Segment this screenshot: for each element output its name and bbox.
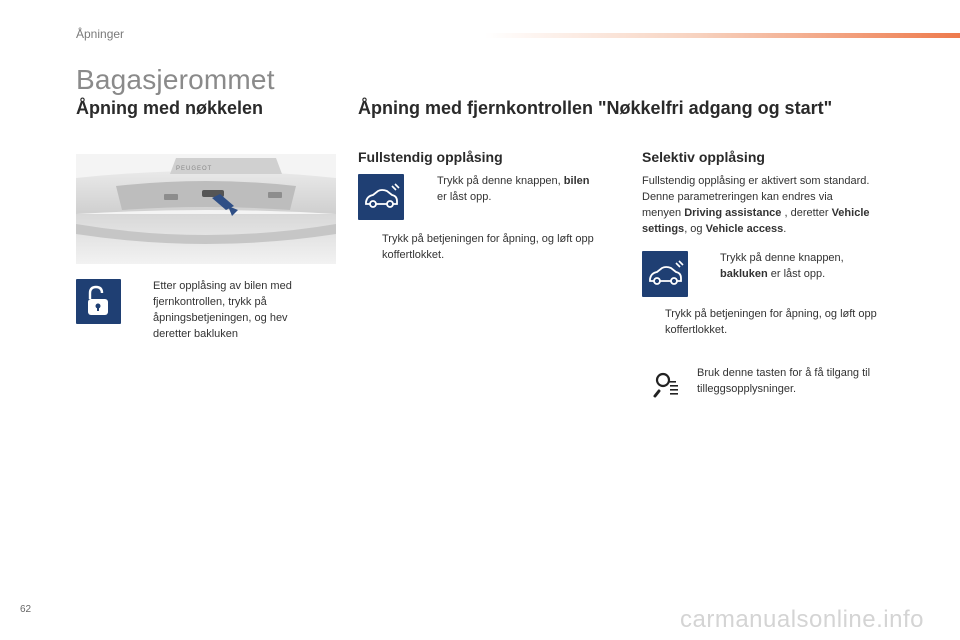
heading-keyless-opening: Åpning med fjernkontrollen "Nøkkelfri adgang og start" — [358, 98, 833, 118]
selective-intro: Fullstendig opplåsing er aktivert som standard. Denne parametreringen kan endres via menyen Driving assistance , deretter Vehicle settings, og Vehicle access. — [642, 175, 870, 235]
page-number: 62 — [20, 604, 32, 615]
photo-badge: PEUGEOT — [176, 166, 213, 172]
watermark: carmanualsonline.info — [680, 606, 924, 633]
car-unlock-icon — [642, 251, 688, 297]
car-unlock-icon-box — [358, 174, 404, 220]
selective-step2: Trykk på betjeningen for åpning, og løft opp koffertlokket. — [665, 308, 877, 336]
header-accent-bar — [485, 33, 960, 38]
full-step2: Trykk på betjeningen for åpning, og løft opp koffertlokket. — [382, 233, 594, 261]
key-instruction: Etter opplåsing av bilen med fjernkontrollen, trykk på åpningsbetjeningen, og hev deretter bakluken — [153, 280, 292, 340]
info-magnifier-icon — [652, 369, 682, 399]
selective-step1: Trykk på denne knappen, bakluken er låst opp. — [720, 252, 844, 280]
heading-selective-unlock: Selektiv opplåsing — [642, 149, 765, 165]
page-title: Bagasjerommet — [76, 64, 275, 95]
section-label: Åpninger — [76, 27, 125, 41]
car-unlock-icon-box — [642, 251, 688, 297]
info-text: Bruk denne tasten for å få tilgang til tilleggsopplysninger. — [697, 367, 871, 395]
tailgate-photo — [76, 154, 336, 264]
unlock-icon-box — [76, 279, 121, 324]
heading-full-unlock: Fullstendig opplåsing — [358, 149, 503, 165]
heading-key-opening: Åpning med nøkkelen — [76, 98, 264, 118]
full-step1: Trykk på denne knappen, bilen er låst opp. — [437, 175, 590, 203]
car-unlock-icon — [358, 174, 404, 220]
padlock-open-icon — [76, 279, 121, 324]
